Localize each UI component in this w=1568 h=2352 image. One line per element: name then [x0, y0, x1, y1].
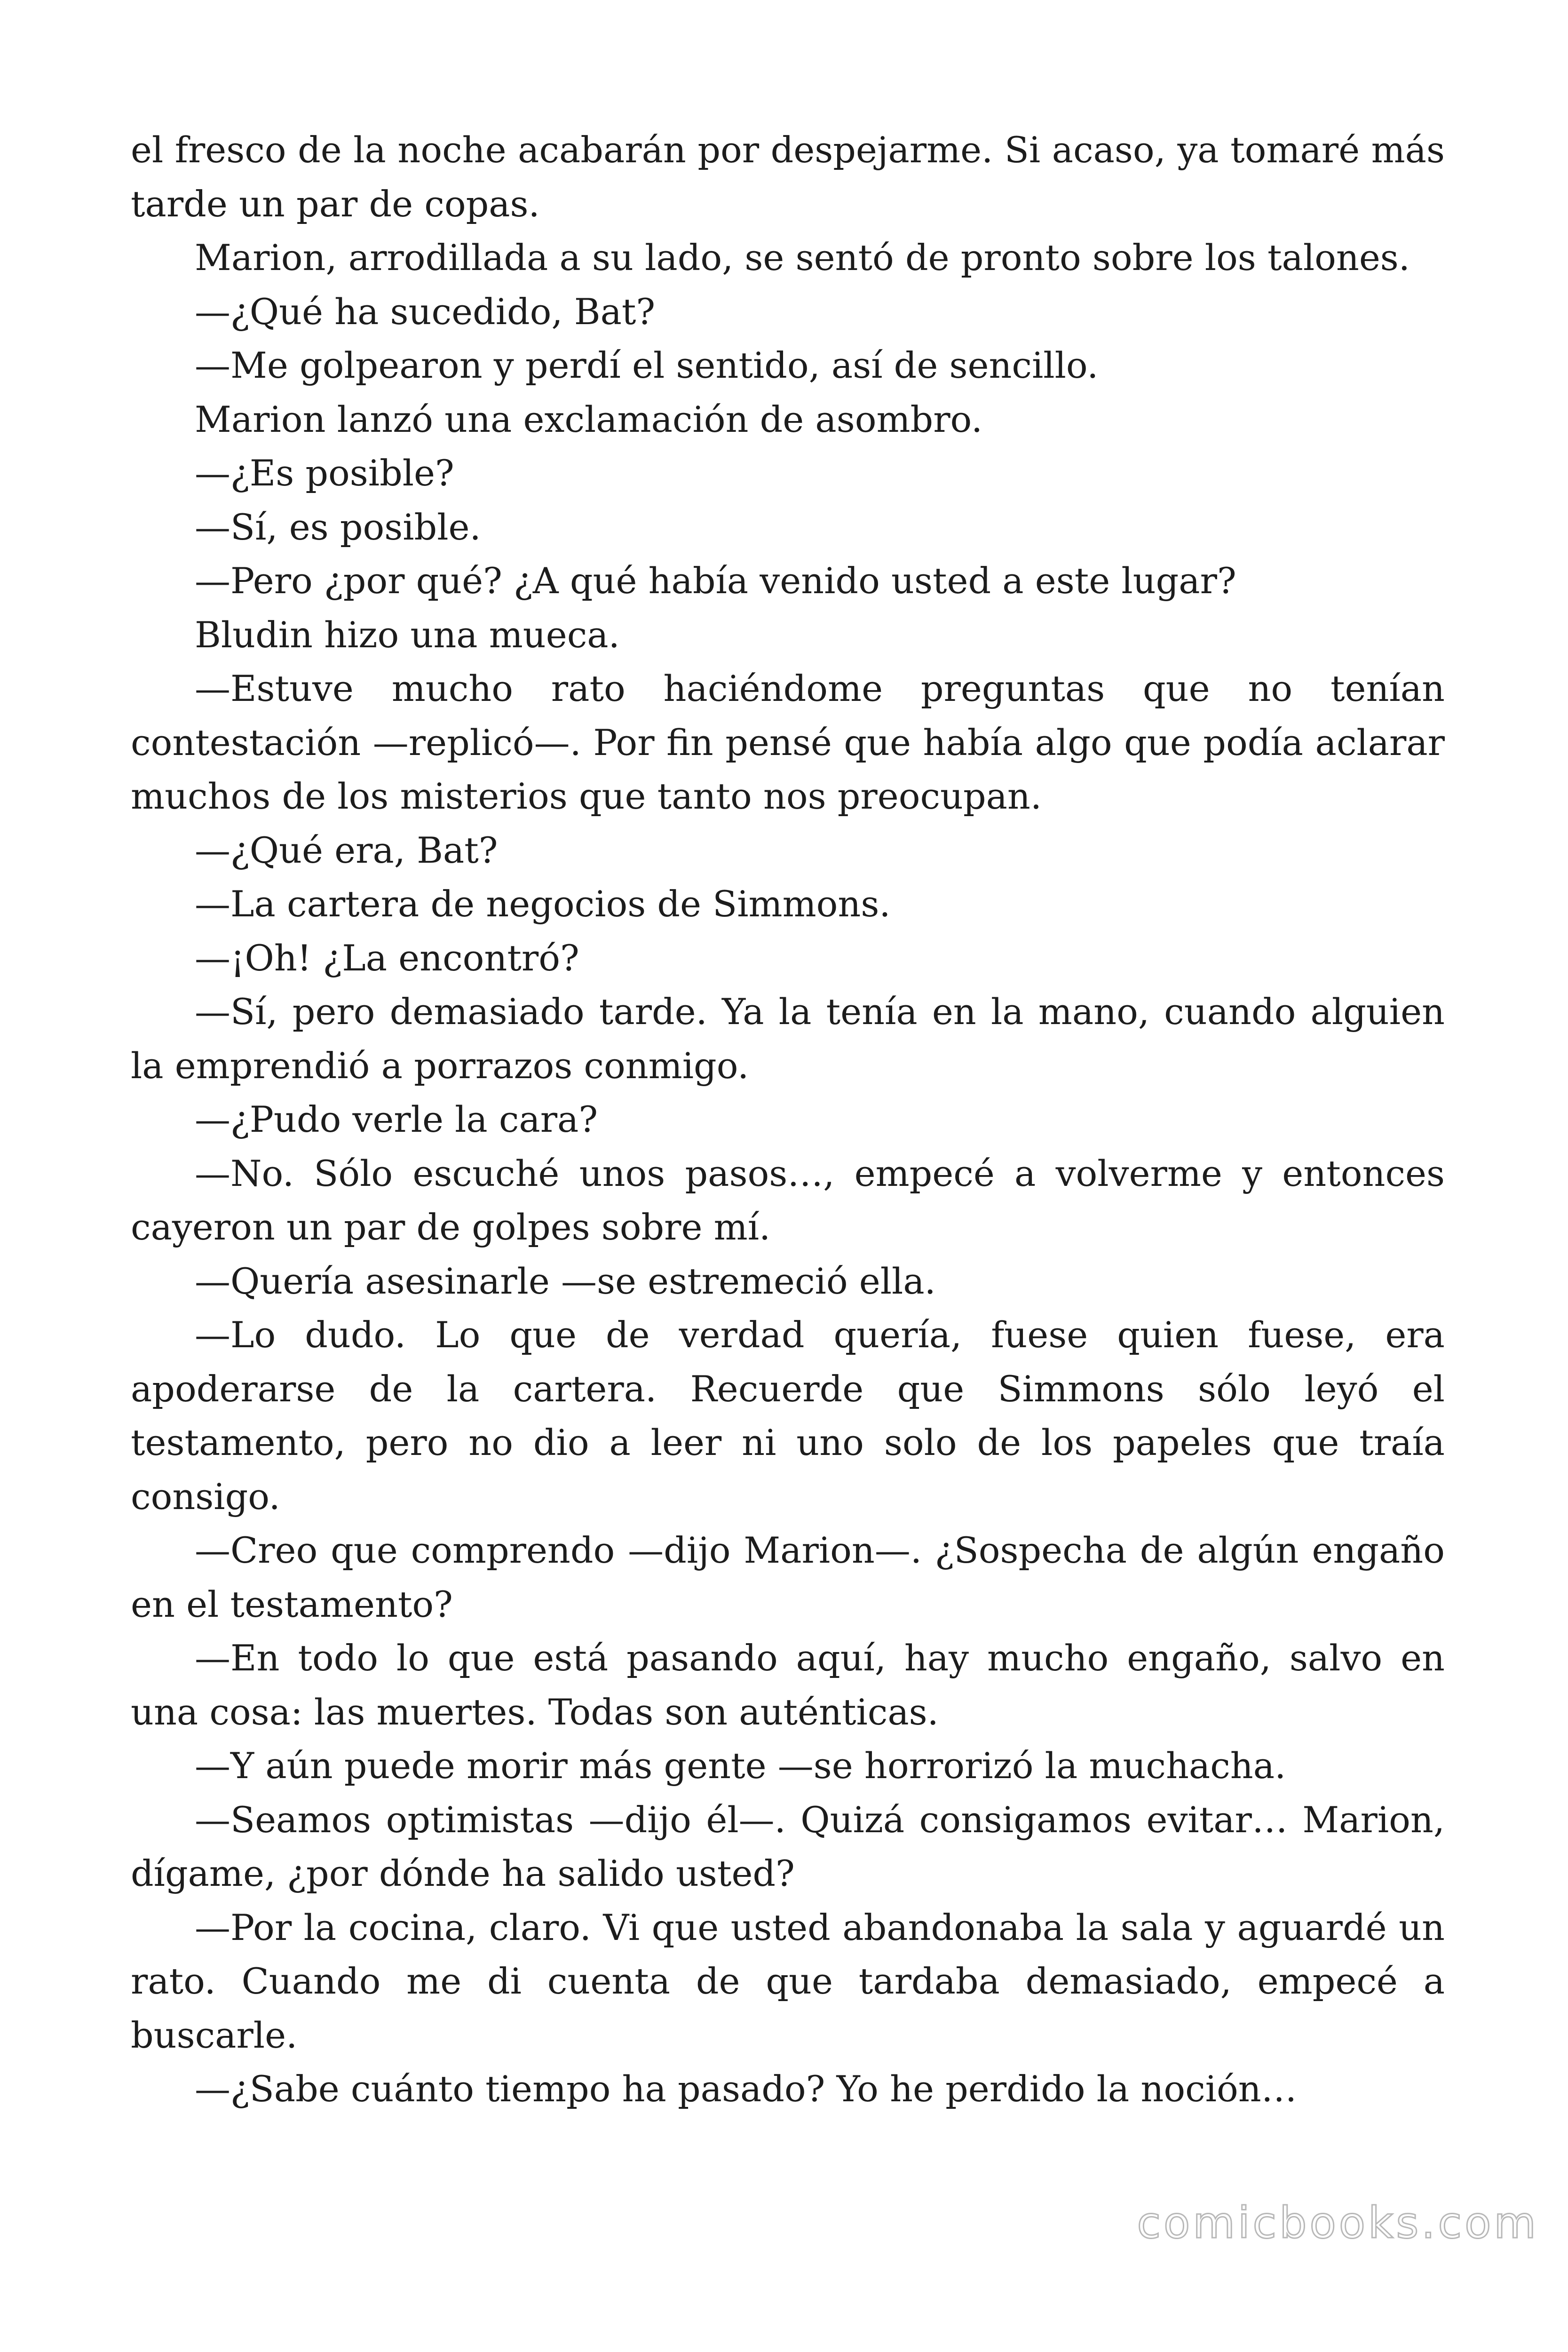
paragraph: —Sí, es posible.: [195, 506, 481, 548]
paragraph: —Sí, pero demasiado tarde. Ya la tenía en la mano, cuando alguien la emprendió a porrazos conmigo.: [131, 991, 1445, 1087]
paragraph: —Lo dudo. Lo que de verdad quería, fuese quien fuese, era apoderarse de la cartera. Recuerde que Simmons sólo leyó el testamento, pero no dio a leer ni uno solo de los papeles que traía consigo.: [131, 1314, 1445, 1518]
paragraph: —La cartera de negocios de Simmons.: [195, 883, 891, 925]
paragraph: Marion, arrodillada a su lado, se sentó de pronto sobre los talones.: [195, 237, 1410, 278]
paragraph: —Por la cocina, claro. Vi que usted abandonaba la sala y aguardé un rato. Cuando me di cuenta de que tardaba demasiado, empecé a buscarle.: [131, 1906, 1445, 2056]
paragraph: —¿Qué era, Bat?: [195, 829, 498, 871]
paragraph: —En todo lo que está pasando aquí, hay mucho engaño, salvo en una cosa: las muertes. Todas son auténticas.: [131, 1637, 1445, 1733]
paragraph: —Me golpearon y perdí el sentido, así de sencillo.: [195, 344, 1099, 386]
paragraph: el fresco de la noche acabarán por despejarme. Si acaso, ya tomaré más tarde un par de copas.: [131, 129, 1445, 225]
paragraph: —No. Sólo escuché unos pasos…, empecé a volverme y entonces cayeron un par de golpes sobre mí.: [131, 1152, 1445, 1248]
paragraph: —¿Es posible?: [195, 452, 454, 494]
paragraph: —Creo que comprendo —dijo Marion—. ¿Sospecha de algún engaño en el testamento?: [131, 1529, 1445, 1625]
paragraph: —¿Qué ha sucedido, Bat?: [195, 290, 656, 333]
paragraph: —Pero ¿por qué? ¿A qué había venido usted a este lugar?: [195, 560, 1236, 602]
paragraph: —Y aún puede morir más gente —se horrorizó la muchacha.: [195, 1745, 1286, 1787]
paragraph: —Estuve mucho rato haciéndome preguntas que no tenían contestación —replicó—. Por fin pensé que había algo que podía aclarar muchos de los misterios que tanto nos preocupan.: [131, 667, 1445, 817]
paragraph: Bludin hizo una mueca.: [195, 613, 620, 656]
book-page-text: [131, 123, 1445, 2116]
paragraph: —Quería asesinarle —se estremeció ella.: [195, 1260, 936, 1302]
paragraph: —¿Sabe cuánto tiempo ha pasado? Yo he perdido la noción…: [195, 2068, 1297, 2110]
paragraph: Marion lanzó una exclamación de asombro.: [195, 398, 983, 440]
watermark-text: comicbooks.com: [1137, 2198, 1539, 2248]
paragraph: —¿Pudo verle la cara?: [195, 1098, 598, 1140]
paragraph: —Seamos optimistas —dijo él—. Quizá consigamos evitar… Marion, dígame, ¿por dónde ha salido usted?: [131, 1798, 1445, 1894]
paragraph: —¡Oh! ¿La encontró?: [195, 937, 579, 979]
